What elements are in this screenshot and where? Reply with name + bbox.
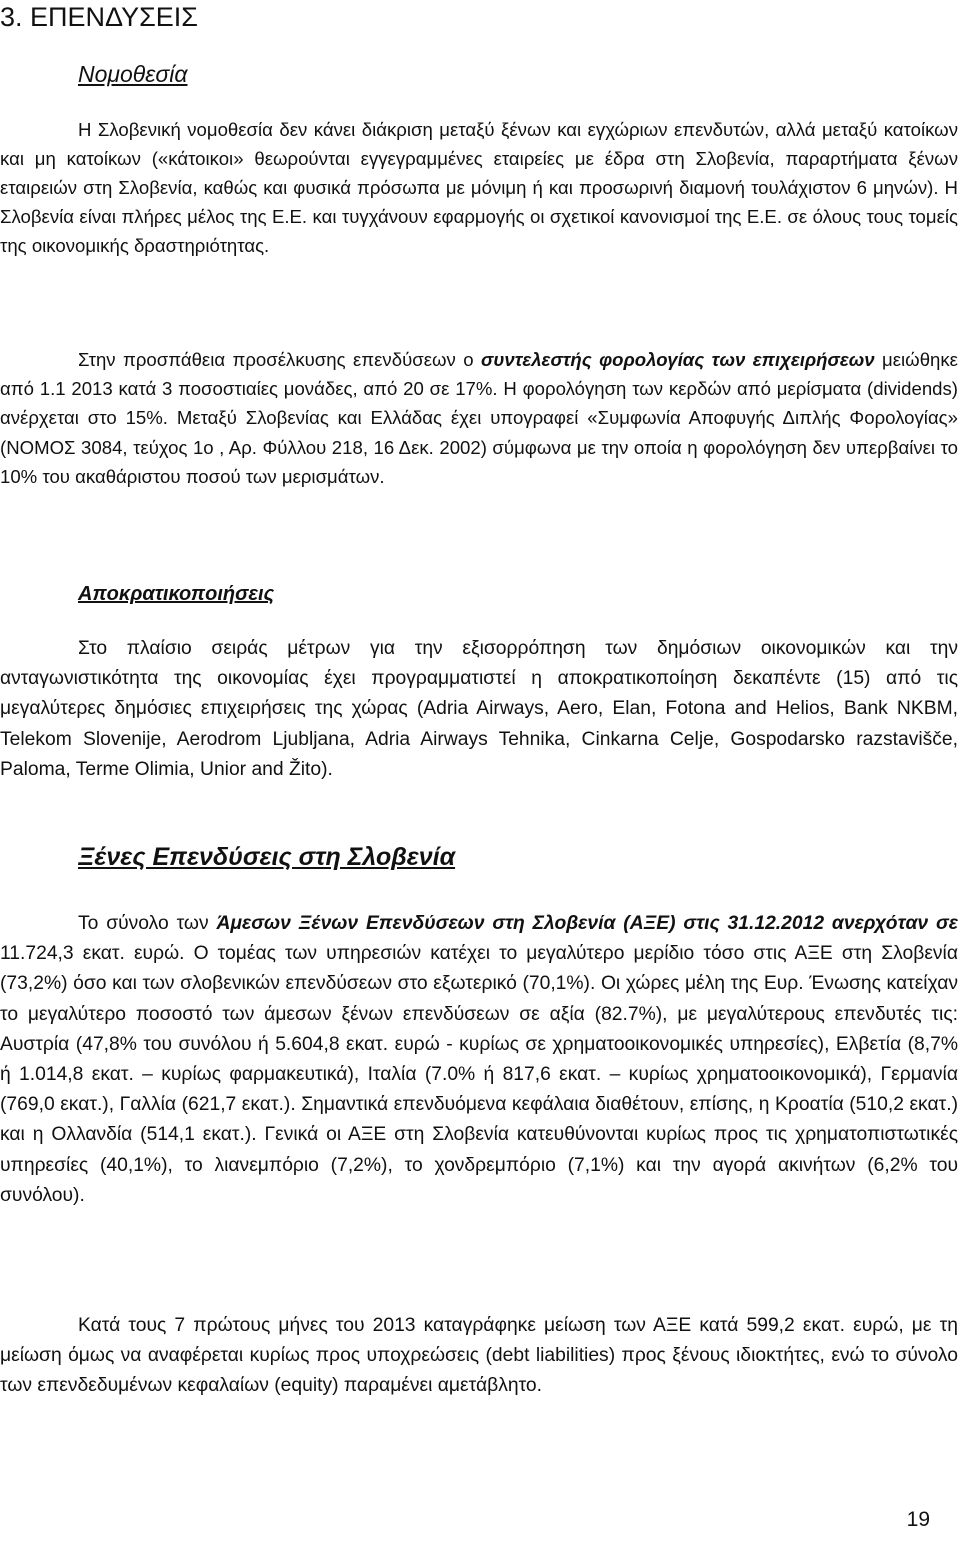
emphasis-tax-rate: συντελεστής φορολογίας των επιχειρήσεων [481, 349, 875, 370]
paragraph-text: Στο πλαίσιο σειράς μέτρων για την εξισορρόπηση των δημόσιων οικονομικών και την ανταγωνιστικότητα της οικονομίας έχει προγραμματιστεί η αποκρατικοποίηση δεκαπέντε (15) από τις μεγαλύτερες δημόσιες επιχειρήσεις της χώρας (Adria Airways, Aero, Elan, Fotona and Helios, Bank NKBM, Telekom Slovenije, Aerodrom Ljubljana, Adria Airways Tehnika, Cinkarna Celje, Gospodarsko razstavišče, Paloma, Terme Olimia, Unior and Žito). [0, 638, 958, 780]
paragraph-fdi-1 [0, 909, 958, 1211]
page-number: 19 [906, 1508, 930, 1531]
paragraph-text: Η Σλοβενική νομοθεσία δεν κάνει διάκριση μεταξύ ξένων και εγχώριων επενδυτών, αλλά μεταξύ κατοίκων και μη κατοίκων («κάτοικοι» θεωρούνται εγγεγραμμένες εταιρείες με έδρα στη Σλοβενία, παραρτήματα ξένων εταιρειών στη Σλοβενία, καθώς και φυσικά πρόσωπα με μόνιμη ή και προσωρινή διαμονή τουλάχιστον 6 μηνών). Η Σλοβενία είναι πλήρες μέλος της Ε.Ε. και τυγχάνουν εφαρμογής οι σχετικοί κανονισμοί της Ε.Ε. σε όλους τους τομείς της οικονομικής δραστηριότητας. [0, 119, 958, 256]
paragraph-text: Κατά τους 7 πρώτους μήνες του 2013 καταγράφηκε μείωση των ΑΞΕ κατά 599,2 εκατ. ευρώ, με τη μείωση όμως να αναφέρεται κυρίως προς υποχρεώσεις (debt liabilities) προς ξένους ιδιοκτήτες, ενώ το σύνολο των επενδεδυμένων κεφαλαίων (equity) παραμένει αμετάβλητο. [0, 1315, 958, 1397]
section-heading-fdi: Ξένες Επενδύσεις στη Σλοβενία [78, 843, 456, 871]
chapter-title: 3. ΕΠΕΝΔΥΣΕΙΣ [0, 2, 198, 32]
emphasis-fdi-total: Άμεσων Ξένων Επενδύσεων στη Σλοβενία (ΑΞΕ) στις 31.12.2012 ανερχόταν σε [216, 913, 958, 934]
paragraph-legislation-2 [0, 345, 958, 491]
paragraph-text-start: Το σύνολο των [78, 913, 217, 934]
paragraph-privatizations-1 [0, 634, 958, 785]
paragraph-text-end: μειώθηκε από 1.1 2013 κατά 3 ποσοστιαίες μονάδες, από 20 σε 17%. Η φορολόγηση των κερδών από μερίσματα (dividends) ανέρχεται στο 15%. Μεταξύ Σλοβενίας και Ελλάδας έχει υπογραφεί «Συμφωνία Αποφυγής Διπλής Φορολογίας» (ΝΟΜΟΣ 3084, τεύχος 1ο , Αρ. Φύλλου 218, 16 Δεκ. 2002) σύμφωνα με την οποία η φορολόγηση δεν υπερβαίνει το 10% του ακαθάριστου ποσού των μερισμάτων. [0, 349, 958, 487]
section-heading-privatizations: Αποκρατικοποιήσεις [78, 583, 275, 605]
paragraph-fdi-2 [0, 1311, 958, 1402]
paragraph-legislation-1 [0, 115, 958, 260]
section-heading-legislation: Νομοθεσία [78, 61, 188, 87]
paragraph-text-end: 11.724,3 εκατ. ευρώ. Ο τομέας των υπηρεσιών κατέχει το μεγαλύτερο μερίδιο τόσο στις ΑΞΕ στη Σλοβενία (73,2%) όσο και των σλοβενικών επενδύσεων στο εξωτερικό (70,1%). Οι χώρες μέλη της Ευρ. Ένωσης κατείχαν το μεγαλύτερο ποσοστό των άμεσων ξένων επενδύσεων σε αξία (82.7%), με μεγαλύτερους επενδυτές τις: Αυστρία (47,8% του συνόλου ή 5.604,8 εκατ. ευρώ - κυρίως σε χρηματοοικονομικές υπηρεσίες), Ελβετία (8,7% ή 1.014,8 εκατ. – κυρίως φαρμακευτικά), Ιταλία (7.0% ή 817,6 εκατ. – κυρίως χρηματοοικονομικά), Γερμανία (769,0 εκατ.), Γαλλία (621,7 εκατ.). Σημαντικά επενδυόμενα κεφάλαια διαθέτουν, επίσης, η Κροατία (510,2 εκατ.) και η Ολλανδία (514,1 εκατ.). Γενικά οι ΑΞΕ στη Σλοβενία κατευθύνονται κυρίως προς τις χρηματοπιστωτικές υπηρεσίες (40,1%), το λιανεμπόριο (7,2%), το χονδρεμπόριο (7,1%) και την αγορά ακινήτων (6,2% του συνόλου). [0, 943, 958, 1206]
paragraph-text-start: Στην προσπάθεια προσέλκυσης επενδύσεων ο [78, 349, 482, 370]
